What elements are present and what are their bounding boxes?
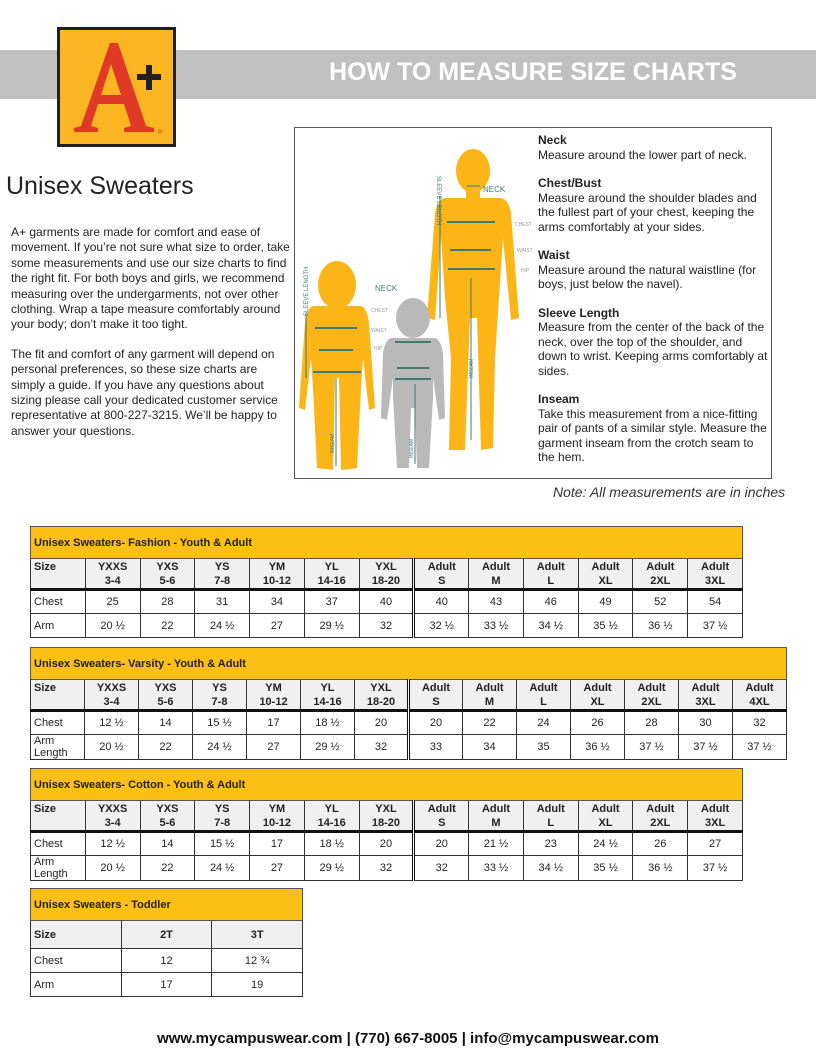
size-column-header bbox=[359, 559, 414, 590]
size-column-header bbox=[578, 801, 633, 832]
definition-term: Inseam bbox=[538, 392, 580, 406]
size-header-line: YXXS bbox=[97, 803, 128, 815]
table-title-row bbox=[31, 769, 743, 801]
size-header-line: Adult bbox=[481, 561, 511, 573]
size-column-header bbox=[355, 680, 409, 711]
size-header-line: YXXS bbox=[97, 561, 128, 573]
size-header-line: Adult bbox=[745, 682, 774, 694]
label-inseam: INSEAM bbox=[469, 358, 475, 378]
size-column-header bbox=[304, 801, 359, 832]
size-header-line: Adult bbox=[427, 803, 456, 815]
table-cell: 19 bbox=[212, 973, 303, 997]
size-header-line: 14-16 bbox=[317, 575, 346, 587]
size-header-line: 14-16 bbox=[313, 696, 342, 708]
definition-text: Measure around the lower part of neck. bbox=[538, 147, 747, 162]
table-header-row bbox=[31, 921, 303, 949]
size-header-line: 3T bbox=[250, 929, 264, 941]
size-header-line: S bbox=[432, 696, 440, 708]
table-cell: 34 bbox=[463, 735, 517, 760]
table-header-row bbox=[31, 559, 743, 590]
label-waist: WAIST bbox=[371, 328, 387, 334]
size-column-header bbox=[359, 801, 414, 832]
table-cell: 29 ½ bbox=[304, 856, 359, 881]
table-title: Unisex Sweaters - Toddler bbox=[31, 889, 303, 921]
size-header-line: 3-4 bbox=[104, 575, 121, 587]
table-row bbox=[31, 856, 743, 881]
table-cell: 29 ½ bbox=[304, 614, 359, 638]
size-header-line: YL bbox=[324, 561, 339, 573]
size-column-header bbox=[85, 801, 140, 832]
definition-term: Neck bbox=[538, 133, 567, 147]
size-header-line: XL bbox=[598, 817, 613, 829]
size-table-toddler bbox=[30, 888, 303, 997]
size-header-line: 3-4 bbox=[104, 817, 121, 829]
size-header-line: Adult bbox=[701, 561, 730, 573]
size-header-line: 18-20 bbox=[366, 696, 396, 708]
table-cell: 33 bbox=[409, 735, 463, 760]
logo bbox=[57, 27, 176, 147]
size-header-line: YM bbox=[268, 803, 286, 815]
size-column-header bbox=[250, 801, 305, 832]
size-column-header bbox=[85, 559, 140, 590]
table-row bbox=[31, 590, 743, 614]
table-cell: 12 bbox=[121, 949, 212, 973]
size-column-header bbox=[414, 559, 469, 590]
label-inseam: INSEAM bbox=[409, 438, 415, 458]
table-cell: 36 ½ bbox=[633, 856, 688, 881]
size-column-header bbox=[625, 680, 679, 711]
table-row bbox=[31, 614, 743, 638]
table-cell: 24 ½ bbox=[195, 856, 250, 881]
label-inseam: INSEAM bbox=[330, 433, 336, 453]
definition-term: Chest/Bust bbox=[538, 176, 602, 190]
table-cell: 22 bbox=[139, 735, 193, 760]
size-header-line: YXL bbox=[375, 803, 397, 815]
header-title: HOW TO MEASURE SIZE CHARTS bbox=[329, 58, 737, 86]
size-header-line: Adult bbox=[701, 803, 730, 815]
size-column-header bbox=[517, 680, 571, 711]
table-cell: 24 ½ bbox=[193, 735, 247, 760]
size-column-header bbox=[571, 680, 625, 711]
table-cell: 37 ½ bbox=[625, 735, 679, 760]
table-title: Unisex Sweaters- Cotton - Youth & Adult bbox=[31, 769, 743, 801]
row-label: Arm Length bbox=[31, 735, 85, 760]
definition-text: Measure from the center of the back of the neck, over the top of the shoulder, and down to wrist. Keeping arms comfortably at sides. bbox=[538, 320, 768, 378]
size-header-line: 4XL bbox=[749, 696, 770, 708]
table-cell: 32 bbox=[359, 614, 414, 638]
size-column-header bbox=[633, 559, 688, 590]
size-column-header bbox=[247, 680, 301, 711]
size-column-header bbox=[195, 559, 250, 590]
table-cell: 24 bbox=[517, 711, 571, 735]
size-header-line: YXXS bbox=[96, 682, 127, 694]
table-cell: 35 ½ bbox=[578, 614, 633, 638]
table-cell: 30 bbox=[679, 711, 733, 735]
size-column-header bbox=[195, 801, 250, 832]
table-cell: 17 bbox=[121, 973, 212, 997]
row-label: Chest bbox=[31, 832, 86, 856]
size-header: Size bbox=[31, 559, 86, 590]
label-sleeve-length: SLEEVE LENGTH bbox=[435, 176, 441, 226]
size-header-line: YS bbox=[214, 561, 230, 573]
table-cell: 34 ½ bbox=[523, 856, 578, 881]
table-cell: 34 ½ bbox=[523, 614, 578, 638]
size-header-line: Adult bbox=[427, 561, 456, 573]
table-cell: 20 ½ bbox=[85, 856, 140, 881]
definition-text: Measure around the natural waistline (for boys, just below the navel). bbox=[538, 262, 757, 291]
size-header-line: Adult bbox=[646, 803, 675, 815]
label-chest: CHEST bbox=[515, 222, 532, 228]
measurement-definitions bbox=[538, 133, 770, 465]
table-cell: 36 ½ bbox=[571, 735, 625, 760]
table-cell: 24 ½ bbox=[195, 614, 250, 638]
size-header-line: 2XL bbox=[650, 817, 671, 829]
size-header-line: 3XL bbox=[705, 575, 726, 587]
table-cell: 26 bbox=[571, 711, 625, 735]
size-column-header bbox=[301, 680, 355, 711]
table-title-row bbox=[31, 648, 787, 680]
table-cell: 15 ½ bbox=[195, 832, 250, 856]
table-cell: 14 bbox=[139, 711, 193, 735]
size-column-header bbox=[212, 921, 303, 949]
table-cell: 27 bbox=[688, 832, 743, 856]
size-header-line: 5-6 bbox=[157, 696, 174, 708]
row-label: Arm Length bbox=[31, 856, 86, 881]
size-column-header bbox=[139, 680, 193, 711]
size-header-line: Adult bbox=[591, 803, 620, 815]
female-figure bbox=[299, 261, 375, 470]
table-cell: 23 bbox=[523, 832, 578, 856]
table-row bbox=[31, 735, 787, 760]
table-cell: 20 bbox=[409, 711, 463, 735]
size-column-header bbox=[469, 559, 524, 590]
table-cell: 25 bbox=[85, 590, 140, 614]
table-cell: 43 bbox=[469, 590, 524, 614]
footer-contact: www.mycampuswear.com | (770) 667-8005 | info@mycampuswear.com bbox=[157, 1030, 659, 1047]
table-row bbox=[31, 973, 303, 997]
table-cell: 12 ½ bbox=[85, 832, 140, 856]
table-cell: 32 bbox=[359, 856, 414, 881]
size-column-header bbox=[304, 559, 359, 590]
table-cell: 27 bbox=[250, 856, 305, 881]
size-header-line: YS bbox=[212, 682, 227, 694]
table-cell: 28 bbox=[140, 590, 195, 614]
table-cell: 20 bbox=[359, 832, 414, 856]
table-cell: 37 ½ bbox=[679, 735, 733, 760]
table-cell: 46 bbox=[523, 590, 578, 614]
table-header-row bbox=[31, 680, 787, 711]
table-cell: 49 bbox=[578, 590, 633, 614]
size-header-line: 5-6 bbox=[159, 575, 176, 587]
size-column-header bbox=[523, 801, 578, 832]
size-header-line: YXL bbox=[370, 682, 392, 694]
row-label: Arm bbox=[31, 614, 86, 638]
table-cell: 14 bbox=[140, 832, 195, 856]
size-header-line: Adult bbox=[536, 803, 565, 815]
label-sleeve-length: SLEEVE LENGTH bbox=[304, 266, 310, 316]
table-cell: 17 bbox=[250, 832, 305, 856]
size-column-header bbox=[523, 559, 578, 590]
size-header: Size bbox=[31, 801, 86, 832]
table-cell: 40 bbox=[359, 590, 414, 614]
table-cell: 22 bbox=[463, 711, 517, 735]
size-header-line: 3-4 bbox=[103, 696, 120, 708]
table-cell: 37 ½ bbox=[733, 735, 787, 760]
definition-text: Take this measurement from a nice-fitting pair of pants of a similar style. Measure the garment inseam from the crotch seam to the hem. bbox=[538, 406, 767, 464]
definition-text: Measure around the shoulder blades and the fullest part of your chest, keeping the arms comfortably at your sides. bbox=[538, 190, 757, 234]
label-chest: CHEST bbox=[371, 308, 388, 314]
size-header-line: YS bbox=[214, 803, 230, 815]
size-header-line: 2XL bbox=[641, 696, 662, 708]
intro-paragraph: A+ garments are made for comfort and ease of movement. If you’re not sure what size to order, take some measurements and use our size charts to find the right fit. For both boys and girls, we recommend measuring over the undergarments, not over other clothing. Wrap a tape measure comfortably around your body; don’t make it too tight. bbox=[11, 225, 290, 332]
size-header-line: 18-20 bbox=[371, 817, 401, 829]
row-label: Chest bbox=[31, 590, 86, 614]
table-cell: 32 ½ bbox=[414, 614, 469, 638]
size-column-header bbox=[733, 680, 787, 711]
size-column-header bbox=[578, 559, 633, 590]
size-header-line: M bbox=[491, 817, 501, 829]
table-cell: 20 ½ bbox=[85, 735, 139, 760]
svg-text:®: ® bbox=[158, 130, 163, 136]
size-column-header bbox=[250, 559, 305, 590]
table-row bbox=[31, 711, 787, 735]
size-header-line: L bbox=[547, 817, 555, 829]
size-column-header bbox=[85, 680, 139, 711]
table-cell: 32 bbox=[355, 735, 409, 760]
row-label: Chest bbox=[31, 949, 122, 973]
size-header-line: 10-12 bbox=[259, 696, 288, 708]
table-title: Unisex Sweaters- Fashion - Youth & Adult bbox=[31, 527, 743, 559]
table-cell: 36 ½ bbox=[633, 614, 688, 638]
table-cell: 20 ½ bbox=[85, 614, 140, 638]
measurement-diagram bbox=[294, 127, 772, 479]
table-cell: 28 bbox=[625, 711, 679, 735]
table-cell: 20 bbox=[414, 832, 469, 856]
table-cell: 32 bbox=[414, 856, 469, 881]
table-cell: 35 bbox=[517, 735, 571, 760]
size-table-cotton bbox=[30, 768, 743, 881]
table-cell: 24 ½ bbox=[578, 832, 633, 856]
table-cell: 33 ½ bbox=[469, 614, 524, 638]
size-header-line: YL bbox=[324, 803, 339, 815]
size-header-line: S bbox=[438, 817, 446, 829]
table-cell: 12 ¾ bbox=[212, 949, 303, 973]
size-header-line: YXS bbox=[156, 803, 179, 815]
size-header-line: 14-16 bbox=[317, 817, 346, 829]
size-header-line: 5-6 bbox=[159, 817, 176, 829]
size-header-line: YXS bbox=[156, 561, 179, 573]
size-header-line: M bbox=[484, 696, 495, 708]
label-hip: HIP bbox=[521, 268, 530, 274]
row-label: Chest bbox=[31, 711, 85, 735]
table-title-row bbox=[31, 889, 303, 921]
table-cell: 52 bbox=[633, 590, 688, 614]
size-header-line: Adult bbox=[591, 561, 620, 573]
size-header-line: Adult bbox=[646, 561, 675, 573]
table-cell: 35 ½ bbox=[578, 856, 633, 881]
size-header-line: YXS bbox=[154, 682, 177, 694]
table-cell: 33 ½ bbox=[469, 856, 524, 881]
table-cell: 17 bbox=[247, 711, 301, 735]
table-cell: 40 bbox=[414, 590, 469, 614]
size-header: Size bbox=[31, 921, 122, 949]
table-cell: 22 bbox=[140, 614, 195, 638]
size-header-line: Adult bbox=[691, 682, 720, 694]
body-figures bbox=[295, 128, 535, 478]
table-cell: 12 ½ bbox=[85, 711, 139, 735]
table-cell: 31 bbox=[195, 590, 250, 614]
table-cell: 29 ½ bbox=[301, 735, 355, 760]
size-column-header bbox=[469, 801, 524, 832]
table-cell: 54 bbox=[688, 590, 743, 614]
size-header-line: Adult bbox=[583, 682, 612, 694]
size-header-line: S bbox=[438, 575, 446, 587]
page-title: Unisex Sweaters bbox=[6, 172, 194, 200]
table-cell: 37 ½ bbox=[688, 614, 743, 638]
definition-term: Sleeve Length bbox=[538, 305, 620, 320]
row-label: Arm bbox=[31, 973, 122, 997]
size-column-header bbox=[633, 801, 688, 832]
size-header-line: 7-8 bbox=[211, 696, 228, 708]
table-cell: 32 bbox=[733, 711, 787, 735]
table-cell: 15 ½ bbox=[193, 711, 247, 735]
table-cell: 34 bbox=[250, 590, 305, 614]
table-cell: 21 ½ bbox=[469, 832, 524, 856]
size-header: Size bbox=[31, 680, 85, 711]
label-neck: NECK bbox=[483, 185, 506, 194]
label-hip: HIP bbox=[374, 346, 383, 352]
size-column-header bbox=[193, 680, 247, 711]
table-cell: 27 bbox=[250, 614, 305, 638]
table-cell: 22 bbox=[140, 856, 195, 881]
size-column-header bbox=[140, 559, 195, 590]
size-column-header bbox=[140, 801, 195, 832]
size-header-line: Adult bbox=[481, 803, 511, 815]
table-header-row bbox=[31, 801, 743, 832]
size-header-line: 18-20 bbox=[371, 575, 401, 587]
table-title-row bbox=[31, 527, 743, 559]
size-table-varsity bbox=[30, 647, 787, 760]
size-column-header bbox=[679, 680, 733, 711]
table-cell: 26 bbox=[633, 832, 688, 856]
table-cell: 37 ½ bbox=[688, 856, 743, 881]
size-header-line: 2T bbox=[160, 929, 173, 941]
label-neck: NECK bbox=[375, 284, 398, 293]
size-header-line: Adult bbox=[421, 682, 451, 694]
size-header-line: 3XL bbox=[705, 817, 726, 829]
size-header-line: YM bbox=[265, 682, 282, 694]
size-header-line: Adult bbox=[637, 682, 666, 694]
size-header-line: 7-8 bbox=[214, 817, 231, 829]
size-header-line: L bbox=[540, 696, 547, 708]
table-row bbox=[31, 949, 303, 973]
definition-term: Waist bbox=[538, 248, 570, 262]
size-header-line: 10-12 bbox=[262, 817, 292, 829]
size-header-line: 3XL bbox=[695, 696, 716, 708]
intro-text bbox=[11, 225, 294, 453]
size-header-line: Adult bbox=[529, 682, 558, 694]
size-header-line: Adult bbox=[475, 682, 504, 694]
size-header-line: YM bbox=[268, 561, 286, 573]
size-header-line: Adult bbox=[536, 561, 565, 573]
table-row bbox=[31, 832, 743, 856]
size-header-line: L bbox=[547, 575, 555, 587]
table-title: Unisex Sweaters- Varsity - Youth & Adult bbox=[31, 648, 787, 680]
size-column-header bbox=[688, 559, 743, 590]
size-header-line: M bbox=[491, 575, 501, 587]
size-header-line: 7-8 bbox=[214, 575, 231, 587]
size-header-line: XL bbox=[598, 575, 613, 587]
label-waist: WAIST bbox=[517, 248, 533, 254]
table-cell: 18 ½ bbox=[301, 711, 355, 735]
measurement-note: Note: All measurements are in inches bbox=[553, 484, 786, 500]
size-column-header bbox=[688, 801, 743, 832]
size-header-line: YXL bbox=[375, 561, 397, 573]
table-cell: 20 bbox=[355, 711, 409, 735]
size-header-line: XL bbox=[590, 696, 605, 708]
size-header-line: 10-12 bbox=[262, 575, 292, 587]
size-column-header bbox=[409, 680, 463, 711]
size-header-line: 2XL bbox=[650, 575, 671, 587]
size-header-line: YL bbox=[320, 682, 335, 694]
size-table-fashion bbox=[30, 526, 743, 638]
size-column-header bbox=[414, 801, 469, 832]
table-cell: 37 bbox=[304, 590, 359, 614]
intro-paragraph: The fit and comfort of any garment will depend on personal preferences, so these size charts are simply a guide. If you have any questions about sizing please call your dedicated customer service representative at 800-227-3215. We’ll be happy to answer your questions. bbox=[11, 346, 278, 438]
size-column-header bbox=[463, 680, 517, 711]
table-cell: 27 bbox=[247, 735, 301, 760]
size-column-header bbox=[121, 921, 212, 949]
table-cell: 18 ½ bbox=[304, 832, 359, 856]
